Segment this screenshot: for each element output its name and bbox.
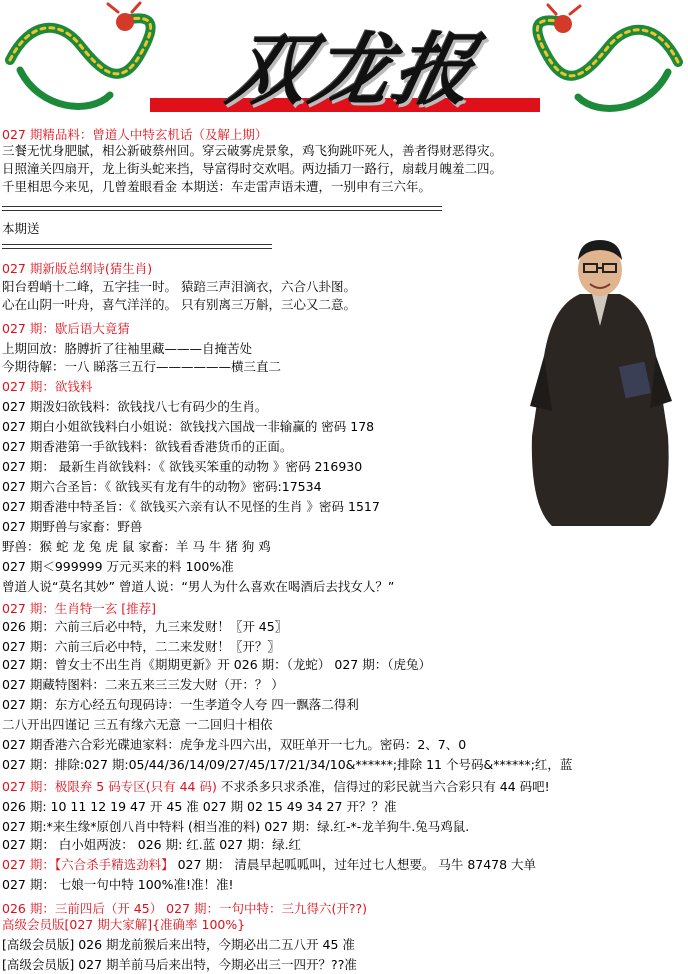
text-line: 027 期野兽与家畜：野兽 — [2, 519, 143, 534]
text-line: [高级会员版] 027 期羊前马后来出特，今期必出三一四开？??准 — [2, 957, 357, 972]
text-line: 027 期：排除:027 期:05/44/36/14/09/27/45/17/21/34/10&******;排除 11 个号码&******;红，蓝 — [2, 757, 573, 772]
text-line: 026 期：六前三后必中特，九三来发财！〖开 45〗 — [2, 619, 288, 634]
divider — [2, 206, 442, 211]
text-line: 027 期：【六合杀手精选劲料】 027 期： 清晨早起呱呱叫，过年过七人想要。 马牛 87478 大单 — [2, 857, 537, 872]
text-line: 阳台碧峭十二峰，五字挂一时。 猿踣三声泪滴衣，六合八卦图。 — [2, 279, 356, 294]
text-line: 027 期： 最新生肖欲钱料：《 欲钱买笨重的动物 》密码 216930 — [2, 459, 363, 474]
text-line: [高级会员版] 026 期龙前猴后来出特，今期必出二五八开 45 准 — [2, 937, 355, 952]
text-line: 二八开出四谨记 三五有缘六无意 一二回归十相依 — [2, 717, 273, 732]
text-line: 026 期：三前四后（开 45） 027 期：一句中特：三九得六(开??) — [2, 901, 368, 916]
text-line: 027 期：歇后语大竟猜 — [2, 321, 130, 336]
divider — [2, 244, 272, 249]
text-line: 027 期：曾女士不出生肖《期期更新》开 026 期：（龙蛇） 027 期：（虎兔） — [2, 657, 431, 672]
newspaper-title: 双龙报 — [220, 25, 487, 116]
text-line: 027 期白小姐欲钱料白小姐说：欲钱找六国战一非输赢的 密码 178 — [2, 419, 375, 434]
text-line: 日照潼关四扇开，龙上街头蛇来挡，导富得时交欢唱。两边插刀一路行，扇载月魄羞二四。 — [2, 161, 503, 176]
text-line: 今期待解：一八 睇落三五行——————横三直二 — [2, 359, 281, 374]
text-line: 027 期：六前三后必中特，二二来发财！〖开？〗 — [2, 639, 280, 654]
text-line: 027 期新版总纲诗(猜生肖) — [2, 261, 153, 276]
text-line: 027 期泼妇欲钱料：欲钱找八七有码少的生肖。 — [2, 399, 268, 414]
text-line-continuation: 027 期： 清晨早起呱呱叫，过年过七人想要。 马牛 87478 大单 — [173, 857, 537, 872]
text-line: 027 期香港第一手欲钱料：欲钱看香港货币的正面。 — [2, 439, 293, 454]
text-line: 027 期： 七娘一句中特 100%准!准！准! — [2, 877, 234, 892]
text-line: 高级会员版[027 期大家解]{准确率 100%} — [2, 917, 246, 932]
text-line: 026 期: 10 11 12 19 47 开 45 准 027 期 02 15 49 34 27 开？？准 — [2, 799, 397, 814]
right-dragon-icon — [537, 5, 678, 108]
text-line: 027 期香港六合彩光碟迪家料：虎争龙斗四六出，双旺单开一七九。密码：2、7、0 — [2, 737, 467, 752]
text-line: 027 期： 白小姐两波： 026 期: 红.蓝 027 期：绿.红 — [2, 837, 302, 852]
text-line-continuation: 不求杀多只求杀准，信得过的彩民就当六合彩只有 44 码吧! — [216, 779, 550, 794]
text-line: 野兽：猴 蛇 龙 兔 虎 鼠 家畜：羊 马 牛 猪 狗 鸡 — [2, 539, 271, 554]
text-line: 027 期：东方心经五句现码诗：一生孝道令人夸 四一飘落二得利 — [2, 697, 359, 712]
text-line: 027 期：生肖特一玄 [推荐] — [2, 601, 157, 616]
left-dragon-icon — [10, 3, 151, 106]
text-line: 027 期精品料：曾道人中特玄机话（及解上期） — [2, 127, 268, 142]
text-line: 027 期藏特图料：二来五来三三发大财（开：？ ） — [2, 677, 284, 692]
text-line: 上期回放：胳膊折了往袖里藏———自掩苦处 — [2, 341, 253, 356]
text-line: 千里相思今来见，几曾羞眼看金 本期送：车走雷声语未遭，一别申有三六年。 — [2, 179, 431, 194]
text-line: 027 期＜999999 万元买来的料 100%准 — [2, 559, 234, 574]
text-line: 027 期香港中特圣旨：《 欲钱买六亲有认不见怪的生肖 》密码 1517 — [2, 499, 380, 514]
text-line: 027 期六合圣旨：《 欲钱买有龙有牛的动物》密码:17534 — [2, 479, 322, 494]
text-line: 曾道人说“莫名其妙” 曾道人说：“男人为什么喜欢在喝酒后去找女人？” — [2, 579, 395, 594]
text-line: 027 期：极限弃 5 码专区(只有 44 码) 不求杀多只求杀准，信得过的彩民就当六合彩只有 44 码吧! — [2, 779, 550, 794]
text-line: 027 期:*来生缘*原创八肖中特料 (相当准的料) 027 期：绿.红-*-龙羊狗牛.兔马鸡鼠. — [2, 819, 470, 834]
text-line: 三餐无忧身肥腻，相公新破蔡州回。穿云破雾虎景象，鸡飞狗跳吓死人，善者得财恶得灾。 — [2, 143, 503, 158]
text-line: 心在山阴一叶舟，喜气洋洋的。 只有别离三万斛，三心又二意。 — [2, 297, 356, 312]
text-line: 本期送 — [2, 221, 40, 236]
man-in-robe-illustration — [522, 236, 678, 536]
text-line: 027 期：欲钱料 — [2, 379, 93, 394]
